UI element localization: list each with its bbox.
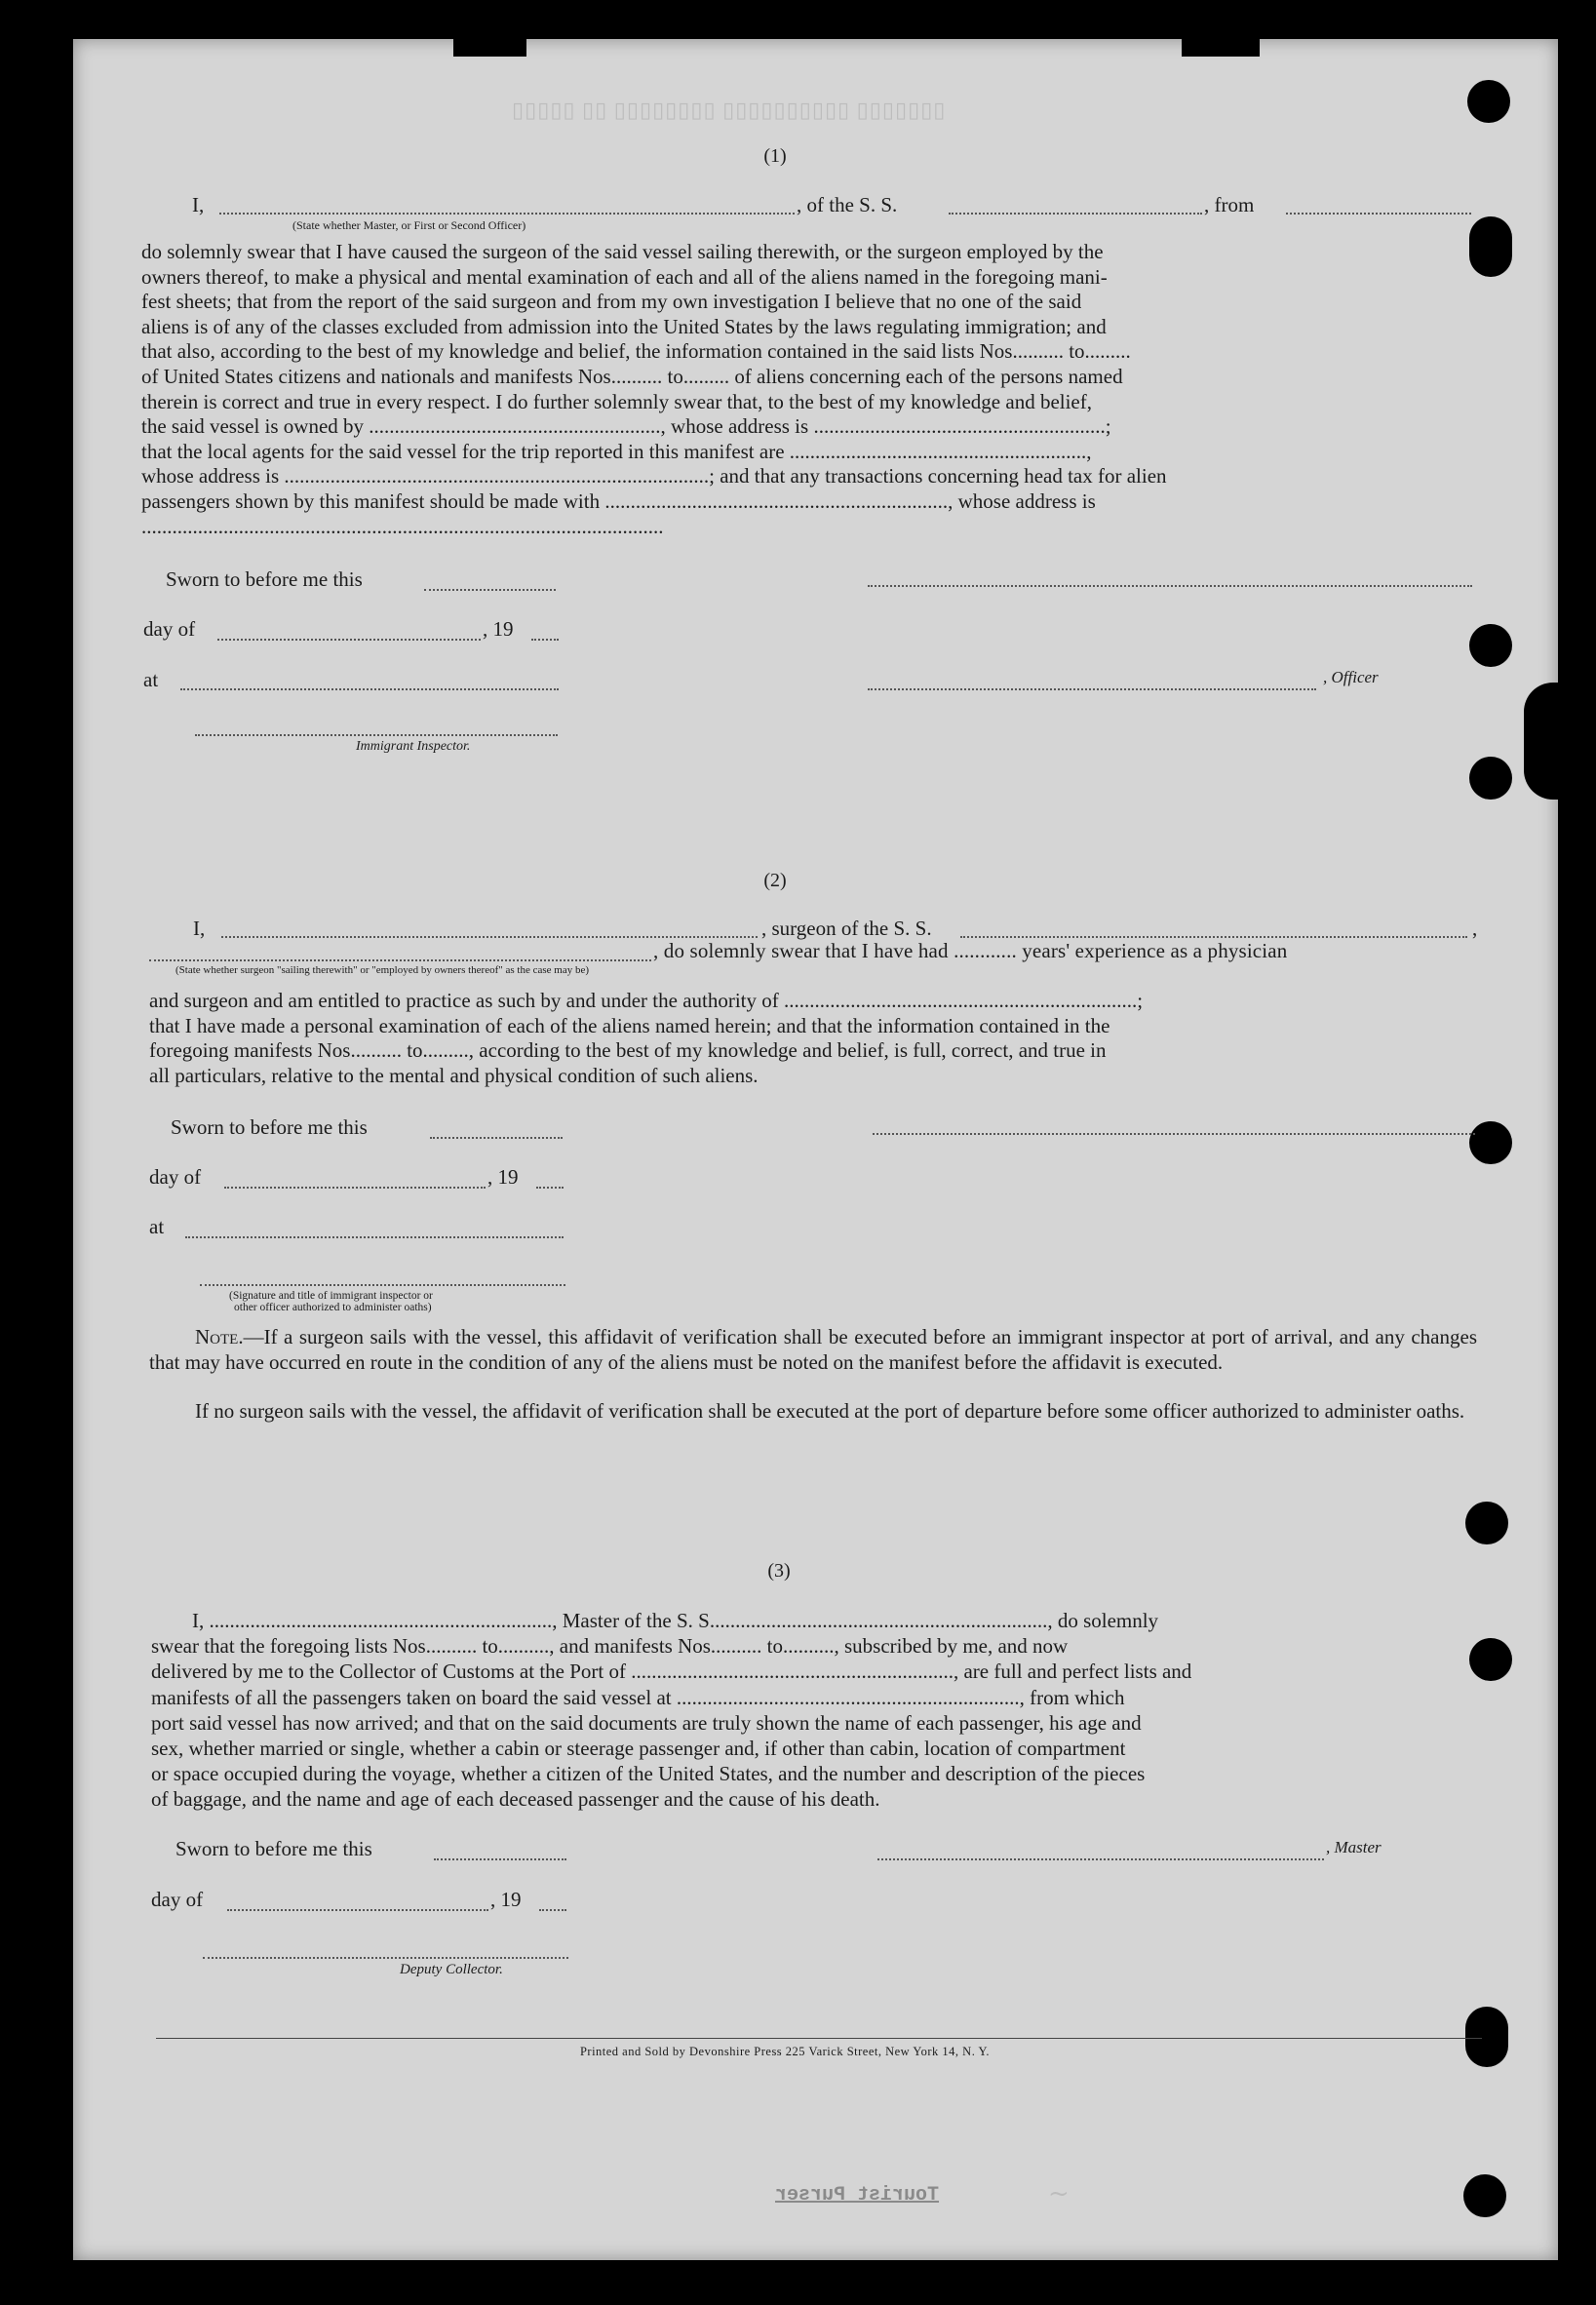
s2-at-label: at: [149, 1215, 165, 1238]
punch-hole: [1465, 1502, 1508, 1544]
s1-from-blank: [1286, 213, 1471, 215]
s2-body-line: and surgeon and am entitled to practice as such by and under the authority of .....................................................................;: [149, 989, 1144, 1012]
s2-surgeon-label: , surgeon of the S. S.: [761, 917, 932, 940]
s3-day-of-label: day of: [151, 1888, 204, 1911]
printer-imprint: Printed and Sold by Devonshire Press 225 Varick Street, New York 14, N. Y.: [579, 2045, 991, 2058]
s2-sworn-blank: [430, 1137, 563, 1139]
s2-inspector-line: [200, 1284, 565, 1286]
s3-sworn-label: Sworn to before me this: [175, 1837, 372, 1860]
s1-body-line: that the local agents for the said vessel for the trip reported in this manifest are ..........................................................,: [141, 439, 1092, 463]
s1-sworn-blank: [424, 589, 556, 591]
punch-hole: [1463, 2174, 1506, 2217]
punch-hole: [1467, 80, 1510, 123]
s2-body-line: all particulars, relative to the mental and physical condition of such aliens.: [149, 1063, 759, 1087]
s1-19-label: , 19: [483, 617, 514, 641]
s1-of-ss-label: , of the S. S.: [797, 193, 898, 216]
s1-day-blank: [217, 639, 481, 641]
s1-day-of-label: day of: [143, 617, 196, 641]
punch-hole: [1469, 757, 1512, 800]
s1-ship-blank: [949, 213, 1202, 215]
s3-sworn-blank: [434, 1858, 566, 1860]
s1-i-label: I,: [192, 193, 205, 216]
s2-day-of-label: day of: [149, 1165, 202, 1189]
s2-body-line: that I have made a personal examination of each of the aliens named herein; and that the information contained in the: [149, 1013, 1110, 1037]
edge-notch: [1524, 683, 1563, 800]
s2-signature-note-2: other officer authorized to administer oaths): [234, 1302, 432, 1313]
bleed-through-stamp: Tourist Purser: [775, 2184, 940, 2207]
s1-officer-blank: [219, 213, 795, 215]
s1-officer-blank-2: [868, 688, 1316, 690]
s3-master-signature-line: [877, 1858, 1324, 1860]
s2-note-text: —If a surgeon sails with the vessel, this affidavit of verification shall be executed before an immigrant inspector at port of arrival, and any changes that may have occurred en route in the condition of any of the aliens must be noted on the manifest before the affidavit is executed.: [149, 1325, 1477, 1374]
s3-body-line: delivered by me to the Collector of Customs at the Port of ..............................................................., are full and perfect lists and: [151, 1660, 1192, 1684]
bleed-through-scrawl: ~: [1048, 2179, 1070, 2208]
s1-body-line: do solemnly swear that I have caused the surgeon of the said vessel sailing therewith, or the surgeon employed by the: [141, 240, 1104, 263]
s1-from-label: , from: [1204, 193, 1255, 216]
s1-officer-label: , Officer: [1323, 668, 1379, 686]
section-1-number: (1): [763, 145, 787, 167]
s2-at-blank: [185, 1236, 564, 1238]
s3-deputy-line: [203, 1957, 568, 1959]
s3-master-label: , Master: [1326, 1838, 1382, 1856]
s3-year-blank: [539, 1909, 566, 1911]
s1-inspector-line: [195, 734, 558, 736]
s3-deputy-label: Deputy Collector.: [400, 1962, 503, 1977]
footer-rule: [156, 2038, 1482, 2039]
bleed-through-heading: ▯▯▯▯▯ ▯▯ ▯▯▯▯▯▯▯▯ ▯▯▯▯▯▯▯▯▯▯ ▯▯▯▯▯▯▯: [512, 98, 947, 122]
s1-body-line: owners thereof, to make a physical and mental examination of each and all of the aliens named in the foregoing mani-: [141, 264, 1108, 289]
s2-signature-note-1: (Signature and title of immigrant inspector or: [229, 1290, 433, 1302]
s3-body-line: swear that the foregoing lists Nos.......... to.........., and manifests Nos.......... to.........., subscribed by me, and now: [151, 1634, 1069, 1659]
s2-experience-line: , do solemnly swear that I have had ............ years' experience as a physician: [653, 939, 1288, 962]
s3-body-line: I, ..................................................................., Master of the S. S.................................................................., do solemnly: [192, 1609, 1159, 1632]
s2-sworn-label: Sworn to before me this: [171, 1115, 368, 1139]
s2-year-blank: [536, 1187, 564, 1189]
s2-surgeon-name-blank: [221, 936, 758, 938]
section-3-number: (3): [767, 1560, 791, 1582]
top-tab-left: [453, 35, 526, 57]
s1-body-line: fest sheets; that from the report of the said surgeon and from my own investigation I believe that no one of the said: [141, 290, 1082, 314]
s3-body-line: sex, whether married or single, whether a cabin or steerage passenger and, if other than cabin, location of compartment: [151, 1737, 1126, 1760]
s1-officer-note: (State whether Master, or First or Second Officer): [292, 218, 526, 232]
s3-day-blank: [227, 1909, 488, 1911]
s3-body-line: manifests of all the passengers taken on board the said vessel at ..................................................................., from which: [151, 1685, 1125, 1709]
s1-body-line: of United States citizens and nationals and manifests Nos.......... to......... of aliens concerning each of the persons named: [141, 365, 1123, 388]
s1-inspector-label: Immigrant Inspector.: [356, 739, 471, 754]
s3-body-line: of baggage, and the name and age of each deceased passenger and the cause of his death.: [151, 1787, 880, 1812]
s2-19-label: , 19: [487, 1165, 519, 1189]
top-tab-right: [1182, 35, 1260, 57]
s1-body-line: aliens is of any of the classes excluded from admission into the United States by the laws regulating immigration; and: [141, 314, 1107, 338]
s1-at-blank: [180, 688, 559, 690]
form-page: [73, 39, 1558, 2260]
s1-body-line: whose address is ...................................................................................; and that any transactions concerning head tax for alien: [141, 464, 1167, 488]
s1-body-line: therein is correct and true in every respect. I do further solemnly swear that, to the best of my knowledge and belief,: [141, 389, 1092, 413]
s3-body-line: or space occupied during the voyage, whether a citizen of the United States, and the number and description of the pieces: [151, 1762, 1146, 1786]
s3-19-label: , 19: [490, 1888, 522, 1911]
s2-note-2: If no surgeon sails with the vessel, the affidavit of verification shall be executed at the port of departure before some officer authorized to administer oaths.: [195, 1399, 1465, 1423]
s1-body-line: that also, according to the best of my knowledge and belief, the information contained in the said lists Nos.......... to.........: [141, 339, 1131, 364]
s3-body-line: port said vessel has now arrived; and that on the said documents are truly shown the name of each passenger, his age and: [151, 1710, 1142, 1735]
punch-hole: [1469, 1121, 1512, 1164]
s2-surgeon-signature-line: [873, 1133, 1475, 1135]
s2-comma: ,: [1472, 917, 1478, 940]
s2-i-label: I,: [193, 917, 206, 940]
s2-status-blank: [149, 959, 651, 961]
s1-officer-signature-line: [868, 585, 1472, 587]
s1-sworn-label: Sworn to before me this: [166, 567, 363, 591]
s2-day-blank: [224, 1187, 486, 1189]
s1-body-line: ......................................................................................................: [141, 514, 664, 538]
section-2-number: (2): [763, 870, 787, 891]
punch-hole: [1469, 216, 1512, 277]
s2-status-note: (State whether surgeon "sailing therewith" or "employed by owners thereof" as the case may be): [175, 964, 590, 976]
s1-body-line: passengers shown by this manifest should be made with ..................................................................., whose address is: [141, 489, 1096, 513]
s2-ship-blank: [960, 936, 1467, 938]
punch-hole: [1469, 624, 1512, 667]
s1-at-label: at: [143, 668, 159, 691]
s2-body-line: foregoing manifests Nos.......... to........., according to the best of my knowledge and belief, is full, correct, and true in: [149, 1038, 1107, 1063]
s2-note: [149, 1325, 1477, 1375]
s1-year-blank: [531, 639, 559, 641]
s1-body-line: the said vessel is owned by ........................................................., whose address is .........................................................;: [141, 414, 1111, 439]
s2-note-label: Note.: [195, 1325, 244, 1348]
